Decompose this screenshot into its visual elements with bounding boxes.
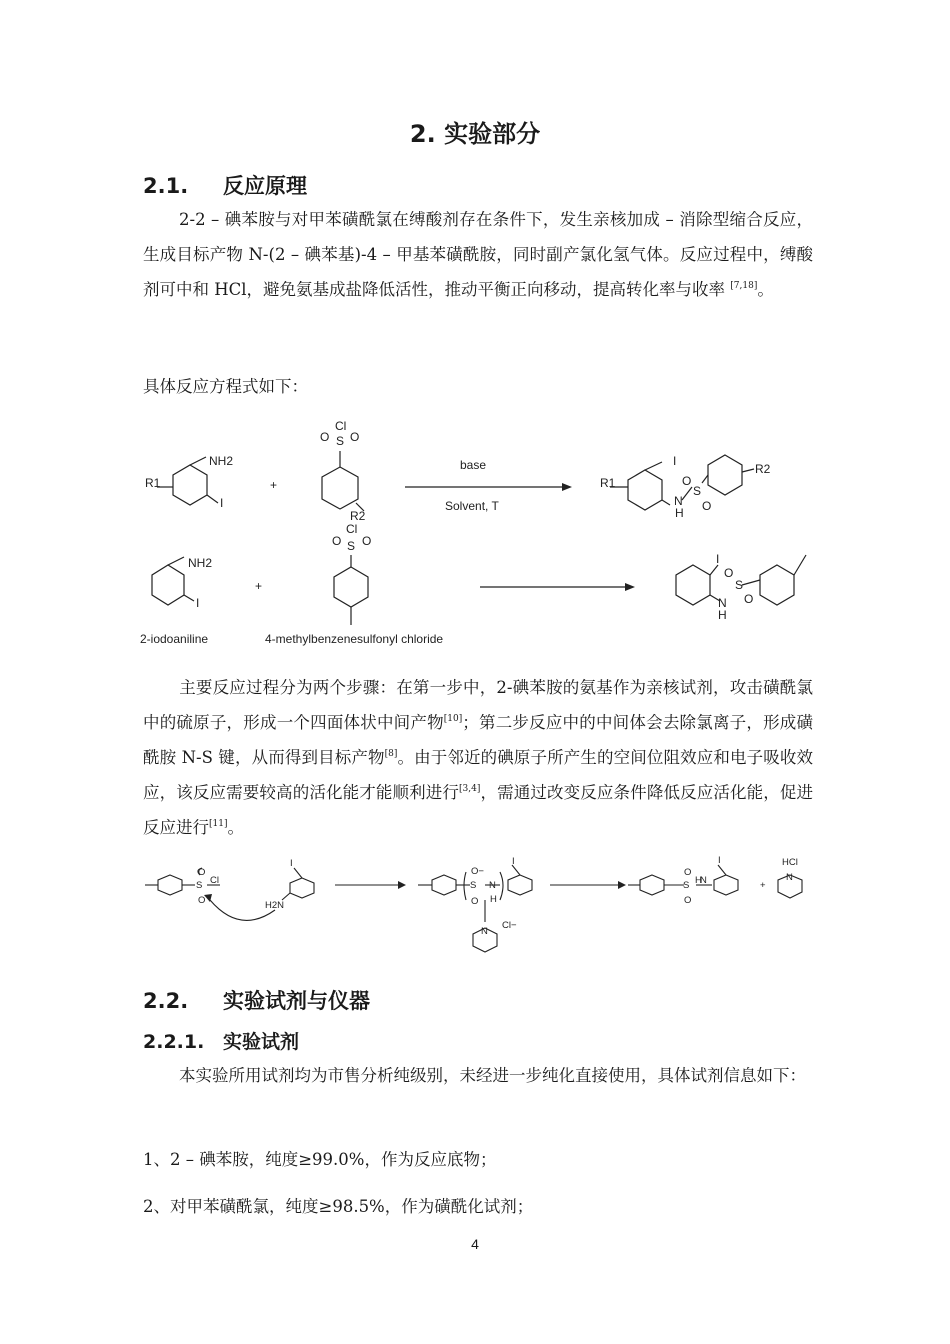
nitrogen-label: N [700,875,707,886]
hydrogen-label: H [695,875,702,886]
section-number: 2.1. [143,174,189,198]
oxygen-label: O [471,896,479,907]
benzene-ring [173,465,207,505]
nh2-label: NH2 [188,556,213,570]
chloride-ion-label: Cl− [502,920,517,931]
hydrogen-label: H [675,506,684,520]
section-title: 实验试剂 [223,1031,300,1053]
plus-sign: + [255,579,263,593]
page-number: 4 [471,1236,479,1252]
section-number: 2.2.1. [143,1031,205,1053]
benzene-ring [152,565,184,605]
oxygen-label: O [350,430,360,444]
reagent-item-1: 1、2 – 碘苯胺，纯度≥99.0%，作为反应底物； [143,1150,497,1169]
benzene-ring [640,875,664,895]
reagent-item-2: 2、对甲苯磺酰氯，纯度≥98.5%，作为磺酰化试剂； [143,1197,534,1216]
mechanism-figure [140,850,820,965]
paragraph-equation-intro: 具体反应方程式如下： [143,377,308,396]
section-heading-2-1 [143,170,307,200]
paragraph-text: 本实验所用试剂均为市售分析纯级别，未经进一步纯化直接使用，具体试剂信息如下： [179,1066,806,1085]
oxygen-minus-label: O− [471,866,484,877]
iodine-label: I [718,855,721,866]
reaction-scheme-figure [130,415,830,650]
sulfur-label: S [693,484,702,498]
nitrogen-label: N [489,880,496,891]
benzene-ring [714,875,738,895]
oxygen-label: O [682,474,692,488]
paragraph-mechanism [143,670,813,845]
paragraph-end: 。 [227,818,244,837]
r1-label: R1 [145,476,161,490]
benzene-ring [708,455,742,495]
nitrogen-label: N [674,494,683,508]
chlorine-label: Cl [335,419,347,433]
citation: [10] [443,714,463,724]
r2-label: R2 [350,509,366,523]
sulfur-label: S [336,434,345,448]
paragraph-text: 主要反应过程分为两个步骤：在第一步中，2-碘苯胺的氨基作为亲核试剂，攻击磺酰氯中的硫原子，形成一个四面体状中间产物 [143,678,813,732]
benzene-ring [628,470,662,510]
compound-name-tosyl-chloride: 4-methylbenzenesulfonyl chloride [265,632,444,646]
iodine-label: I [196,596,200,610]
oxygen-label: O [684,867,692,878]
subsection-heading-2-2-1 [143,1027,299,1054]
sulfur-label: S [735,578,744,592]
iodine-label: I [673,454,677,468]
plus-sign: + [270,478,278,492]
section-heading-2-2 [143,985,370,1015]
nh2-label: NH2 [209,454,234,468]
amine-label: H2N [265,900,285,911]
benzene-ring [676,565,710,605]
r2-label: R2 [755,462,771,476]
sulfur-label: S [196,880,203,891]
benzene-ring [508,875,532,895]
section-title: 实验试剂与仪器 [223,989,370,1013]
oxygen-label: O [362,534,372,548]
benzene-ring [432,875,456,895]
iodine-label: I [220,496,224,510]
chlorine-label: Cl [210,875,219,886]
arrow-condition-base: base [460,458,487,472]
citation: [7,18] [730,281,758,291]
section-title: 反应原理 [223,174,307,198]
hydrogen-label: H [490,894,497,905]
plus-sign: + [760,880,766,891]
oxygen-label: O [198,867,206,878]
r1-label: R1 [600,476,616,490]
oxygen-label: O [332,534,342,548]
benzene-ring [334,567,368,607]
citation: [11] [209,819,228,829]
nitrogen-label: N [718,596,727,610]
benzene-ring [322,467,358,509]
oxygen-label: O [724,566,734,580]
iodine-label: I [716,552,720,566]
iodine-label: I [290,858,293,869]
paragraph-text: 2-2 – 碘苯胺与对甲苯磺酰氯在缚酸剂存在条件下，发生亲核加成 – 消除型缩合反应，生成目标产物 N-(2 – 碘苯基)-4 – 甲基苯磺酰胺，同时副产氯化氢气体。反应过程中，缚酸剂可中和 HCl，避免氨基成盐降低活性，推动平衡正向移动，提高转化率与收率 [143,210,813,299]
nitrogen-label: N [481,926,488,937]
arrow-condition-solvent: Solvent, T [445,499,499,513]
paragraph-end: 。 [757,280,774,299]
oxygen-label: O [198,895,206,906]
sulfur-label: S [347,539,356,553]
benzene-ring [760,565,794,605]
sulfur-label: S [470,880,477,891]
chlorine-label: Cl [346,522,358,536]
oxygen-label: O [744,592,754,606]
paragraph-text: ，需通过改变反应条件降低反应活化能，促进反应进行 [143,783,814,837]
citation: [8] [384,749,398,759]
compound-name-2-iodoaniline: 2-iodoaniline [140,632,209,646]
hcl-label: HCl [782,857,798,868]
sulfur-label: S [683,880,690,891]
hydrogen-label: H [718,608,727,622]
oxygen-label: O [702,499,712,513]
paragraph-text: ；第二步反应中的中间体会去除氯离子，形成磺酰胺 N-S 键，从而得到目标产物 [143,713,813,767]
paragraph-reaction-principle [143,202,813,307]
benzene-ring [290,878,314,898]
oxygen-label: O [320,430,330,444]
iodine-label: I [512,856,515,867]
benzene-ring [158,875,182,895]
chapter-title: 2. 实验部分 [409,120,541,148]
citation: [3,4] [459,784,481,794]
paragraph-reagents-intro [143,1058,813,1093]
section-number: 2.2. [143,989,189,1013]
paragraph-text: 。由于邻近的碘原子所产生的空间位阻效应和电子吸收效应，该反应需要较高的活化能才能顺利进行 [143,748,814,802]
oxygen-label: O [684,895,692,906]
nitrogen-label: N [786,872,793,883]
